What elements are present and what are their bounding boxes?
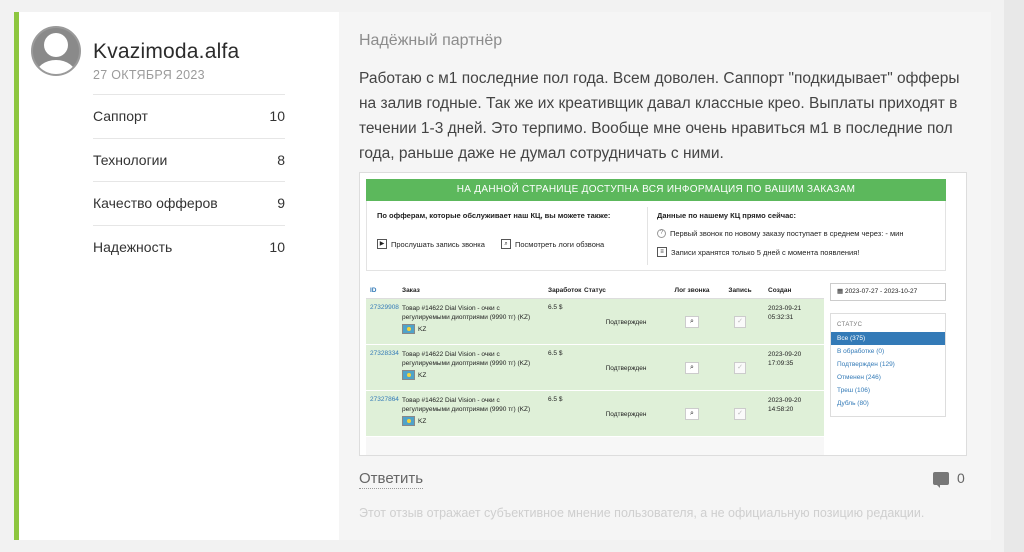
row-country: KZ bbox=[418, 325, 427, 333]
country-flag bbox=[402, 370, 426, 380]
row-order-text: Товар #14622 Dial Vision - очки с регулируемыми диоптриями (9990 тг) (KZ) bbox=[402, 397, 531, 413]
row-id: 27328334 bbox=[370, 350, 399, 357]
flag-icon bbox=[402, 416, 415, 426]
status-item: Дубль (80) bbox=[837, 400, 869, 407]
check-icon: ✓ bbox=[734, 408, 746, 420]
first-call-text: Первый звонок по новому заказу поступает в среднем через: - мин bbox=[670, 229, 904, 238]
flag-icon bbox=[402, 324, 415, 334]
row-record bbox=[716, 299, 764, 344]
rating-row-reliability bbox=[93, 225, 285, 269]
row-status: Подтвержден bbox=[605, 319, 647, 326]
status-title: СТАТУС bbox=[837, 322, 863, 328]
screenshot-header: НА ДАННОЙ СТРАНИЦЕ ДОСТУПНА ВСЯ ИНФОРМАЦИЯ ПО ВАШИМ ЗАКАЗАМ bbox=[366, 179, 946, 201]
info-divider bbox=[647, 207, 648, 265]
logs-label: Посмотреть логи обзвона bbox=[515, 239, 605, 249]
rating-value: 10 bbox=[269, 108, 285, 125]
comment-icon bbox=[933, 472, 949, 485]
row-date: 2023-09-20 bbox=[768, 397, 802, 404]
row-earn: 6.5 $ bbox=[548, 304, 563, 311]
col-record: Запись bbox=[728, 287, 752, 294]
row-created bbox=[764, 345, 824, 390]
review-date: 27 ОКТЯБРЯ 2023 bbox=[93, 68, 205, 82]
review-title: Надёжный партнёр bbox=[359, 32, 503, 49]
date-range-field: ▦ 2023-07-27 - 2023-10-27 bbox=[830, 283, 946, 301]
attached-screenshot[interactable] bbox=[359, 172, 967, 456]
rating-value: 8 bbox=[277, 151, 285, 168]
info-right-title: Данные по нашему КЦ прямо сейчас: bbox=[657, 211, 796, 220]
row-record bbox=[716, 391, 764, 436]
col-earn: Заработок bbox=[548, 287, 582, 294]
avatar[interactable] bbox=[33, 28, 79, 74]
table-row bbox=[366, 299, 824, 345]
reply-link[interactable]: Ответить bbox=[359, 470, 424, 487]
status-item: В обработке (0) bbox=[837, 348, 885, 355]
row-created bbox=[764, 391, 824, 436]
search-icon: ⌕ bbox=[685, 316, 699, 328]
avatar-body bbox=[36, 60, 76, 74]
table-row bbox=[366, 345, 824, 391]
rating-row-offer-quality bbox=[93, 181, 285, 225]
row-log bbox=[668, 299, 716, 344]
country-flag bbox=[402, 416, 426, 426]
flag-icon bbox=[402, 370, 415, 380]
first-call-line bbox=[657, 229, 903, 238]
table-row bbox=[366, 391, 824, 437]
row-date: 2023-09-20 bbox=[768, 351, 802, 358]
row-order bbox=[400, 391, 544, 436]
row-status: Подтвержден bbox=[605, 365, 647, 372]
search-icon: ⌕ bbox=[685, 362, 699, 374]
filter-sidebar bbox=[830, 283, 948, 417]
orders-table bbox=[366, 283, 824, 456]
col-order: Заказ bbox=[402, 287, 420, 294]
search-icon: ⌕ bbox=[685, 408, 699, 420]
rating-label: Саппорт bbox=[93, 108, 148, 125]
author-name[interactable]: Kvazimoda.alfa bbox=[93, 40, 240, 63]
screenshot-info-box bbox=[366, 201, 946, 271]
row-record bbox=[716, 345, 764, 390]
row-id: 27329908 bbox=[370, 304, 399, 311]
row-date: 2023-09-21 bbox=[768, 305, 802, 312]
question-icon: ? bbox=[657, 229, 666, 238]
rating-label: Качество офферов bbox=[93, 195, 218, 212]
avatar-head bbox=[44, 33, 68, 57]
row-id: 27327864 bbox=[370, 396, 399, 403]
col-log: Лог звонка bbox=[674, 287, 710, 294]
rating-label: Технологии bbox=[93, 151, 168, 168]
status-item: Треш (106) bbox=[837, 387, 871, 394]
check-icon: ✓ bbox=[734, 316, 746, 328]
col-id: ID bbox=[370, 287, 377, 294]
row-log bbox=[668, 345, 716, 390]
col-status: Статус bbox=[584, 287, 606, 294]
date-range-value: 2023-07-27 - 2023-10-27 bbox=[844, 288, 918, 295]
row-country: KZ bbox=[418, 371, 427, 379]
row-time: 14:58:20 bbox=[768, 406, 794, 413]
row-created bbox=[764, 299, 824, 344]
row-log bbox=[668, 391, 716, 436]
info-left-title: По офферам, которые обслуживает наш КЦ, вы можете также: bbox=[377, 211, 611, 220]
author-panel bbox=[19, 12, 339, 540]
row-order-text: Товар #14622 Dial Vision - очки с регулируемыми диоптриями (9990 тг) (KZ) bbox=[402, 305, 531, 321]
comments-count: 0 bbox=[957, 470, 965, 486]
listen-link bbox=[377, 239, 485, 249]
row-order bbox=[400, 299, 544, 344]
comments-counter[interactable] bbox=[933, 470, 965, 486]
table-row-partial bbox=[366, 437, 824, 456]
status-item: Отменен (246) bbox=[837, 374, 881, 381]
status-filter bbox=[830, 313, 946, 417]
rating-label: Надежность bbox=[93, 238, 173, 255]
review-panel bbox=[339, 12, 991, 540]
rating-row-support bbox=[93, 94, 285, 138]
table-header bbox=[366, 283, 824, 299]
rating-value: 10 bbox=[269, 238, 285, 255]
logs-link bbox=[501, 239, 604, 249]
row-order-text: Товар #14622 Dial Vision - очки с регулируемыми диоптриями (9990 тг) (KZ) bbox=[402, 351, 531, 367]
status-item: Подтвержден (129) bbox=[837, 361, 895, 368]
records-text: Записи хранятся только 5 дней с момента появления! bbox=[671, 247, 860, 257]
ratings-list bbox=[93, 94, 285, 268]
row-time: 17:09:35 bbox=[768, 360, 794, 367]
row-earn: 6.5 $ bbox=[548, 396, 563, 403]
rating-row-technology bbox=[93, 138, 285, 182]
check-icon: ✓ bbox=[734, 362, 746, 374]
rating-value: 9 bbox=[277, 195, 285, 212]
document-icon: ≡ bbox=[657, 247, 667, 257]
play-icon: ▶ bbox=[377, 239, 387, 249]
row-order bbox=[400, 345, 544, 390]
row-earn: 6.5 $ bbox=[548, 350, 563, 357]
row-country: KZ bbox=[418, 417, 427, 425]
status-item: Все (375) bbox=[831, 332, 945, 345]
disclaimer: Этот отзыв отражает субъективное мнение пользователя, а не официальную позицию редакции. bbox=[359, 506, 925, 520]
row-status: Подтвержден bbox=[605, 411, 647, 418]
search-icon: ⌕ bbox=[501, 239, 511, 249]
col-created: Создан bbox=[768, 287, 792, 294]
review-text: Работаю с м1 последние пол года. Всем доволен. Саппорт "подкидывает" офферы на залив годные. Так же их креативщик давал классные крео. Выплаты приходят в течении 1-3 дней. Это терпимо. Вообще мне очень нравиться м1 в последние пол года, раньше даже не думал сотрудничать с ними. bbox=[359, 70, 960, 162]
listen-label: Прослушать запись звонка bbox=[391, 239, 485, 249]
records-line bbox=[657, 247, 859, 257]
country-flag bbox=[402, 324, 426, 334]
page-edge bbox=[1004, 0, 1024, 552]
row-time: 05:32:31 bbox=[768, 314, 794, 321]
